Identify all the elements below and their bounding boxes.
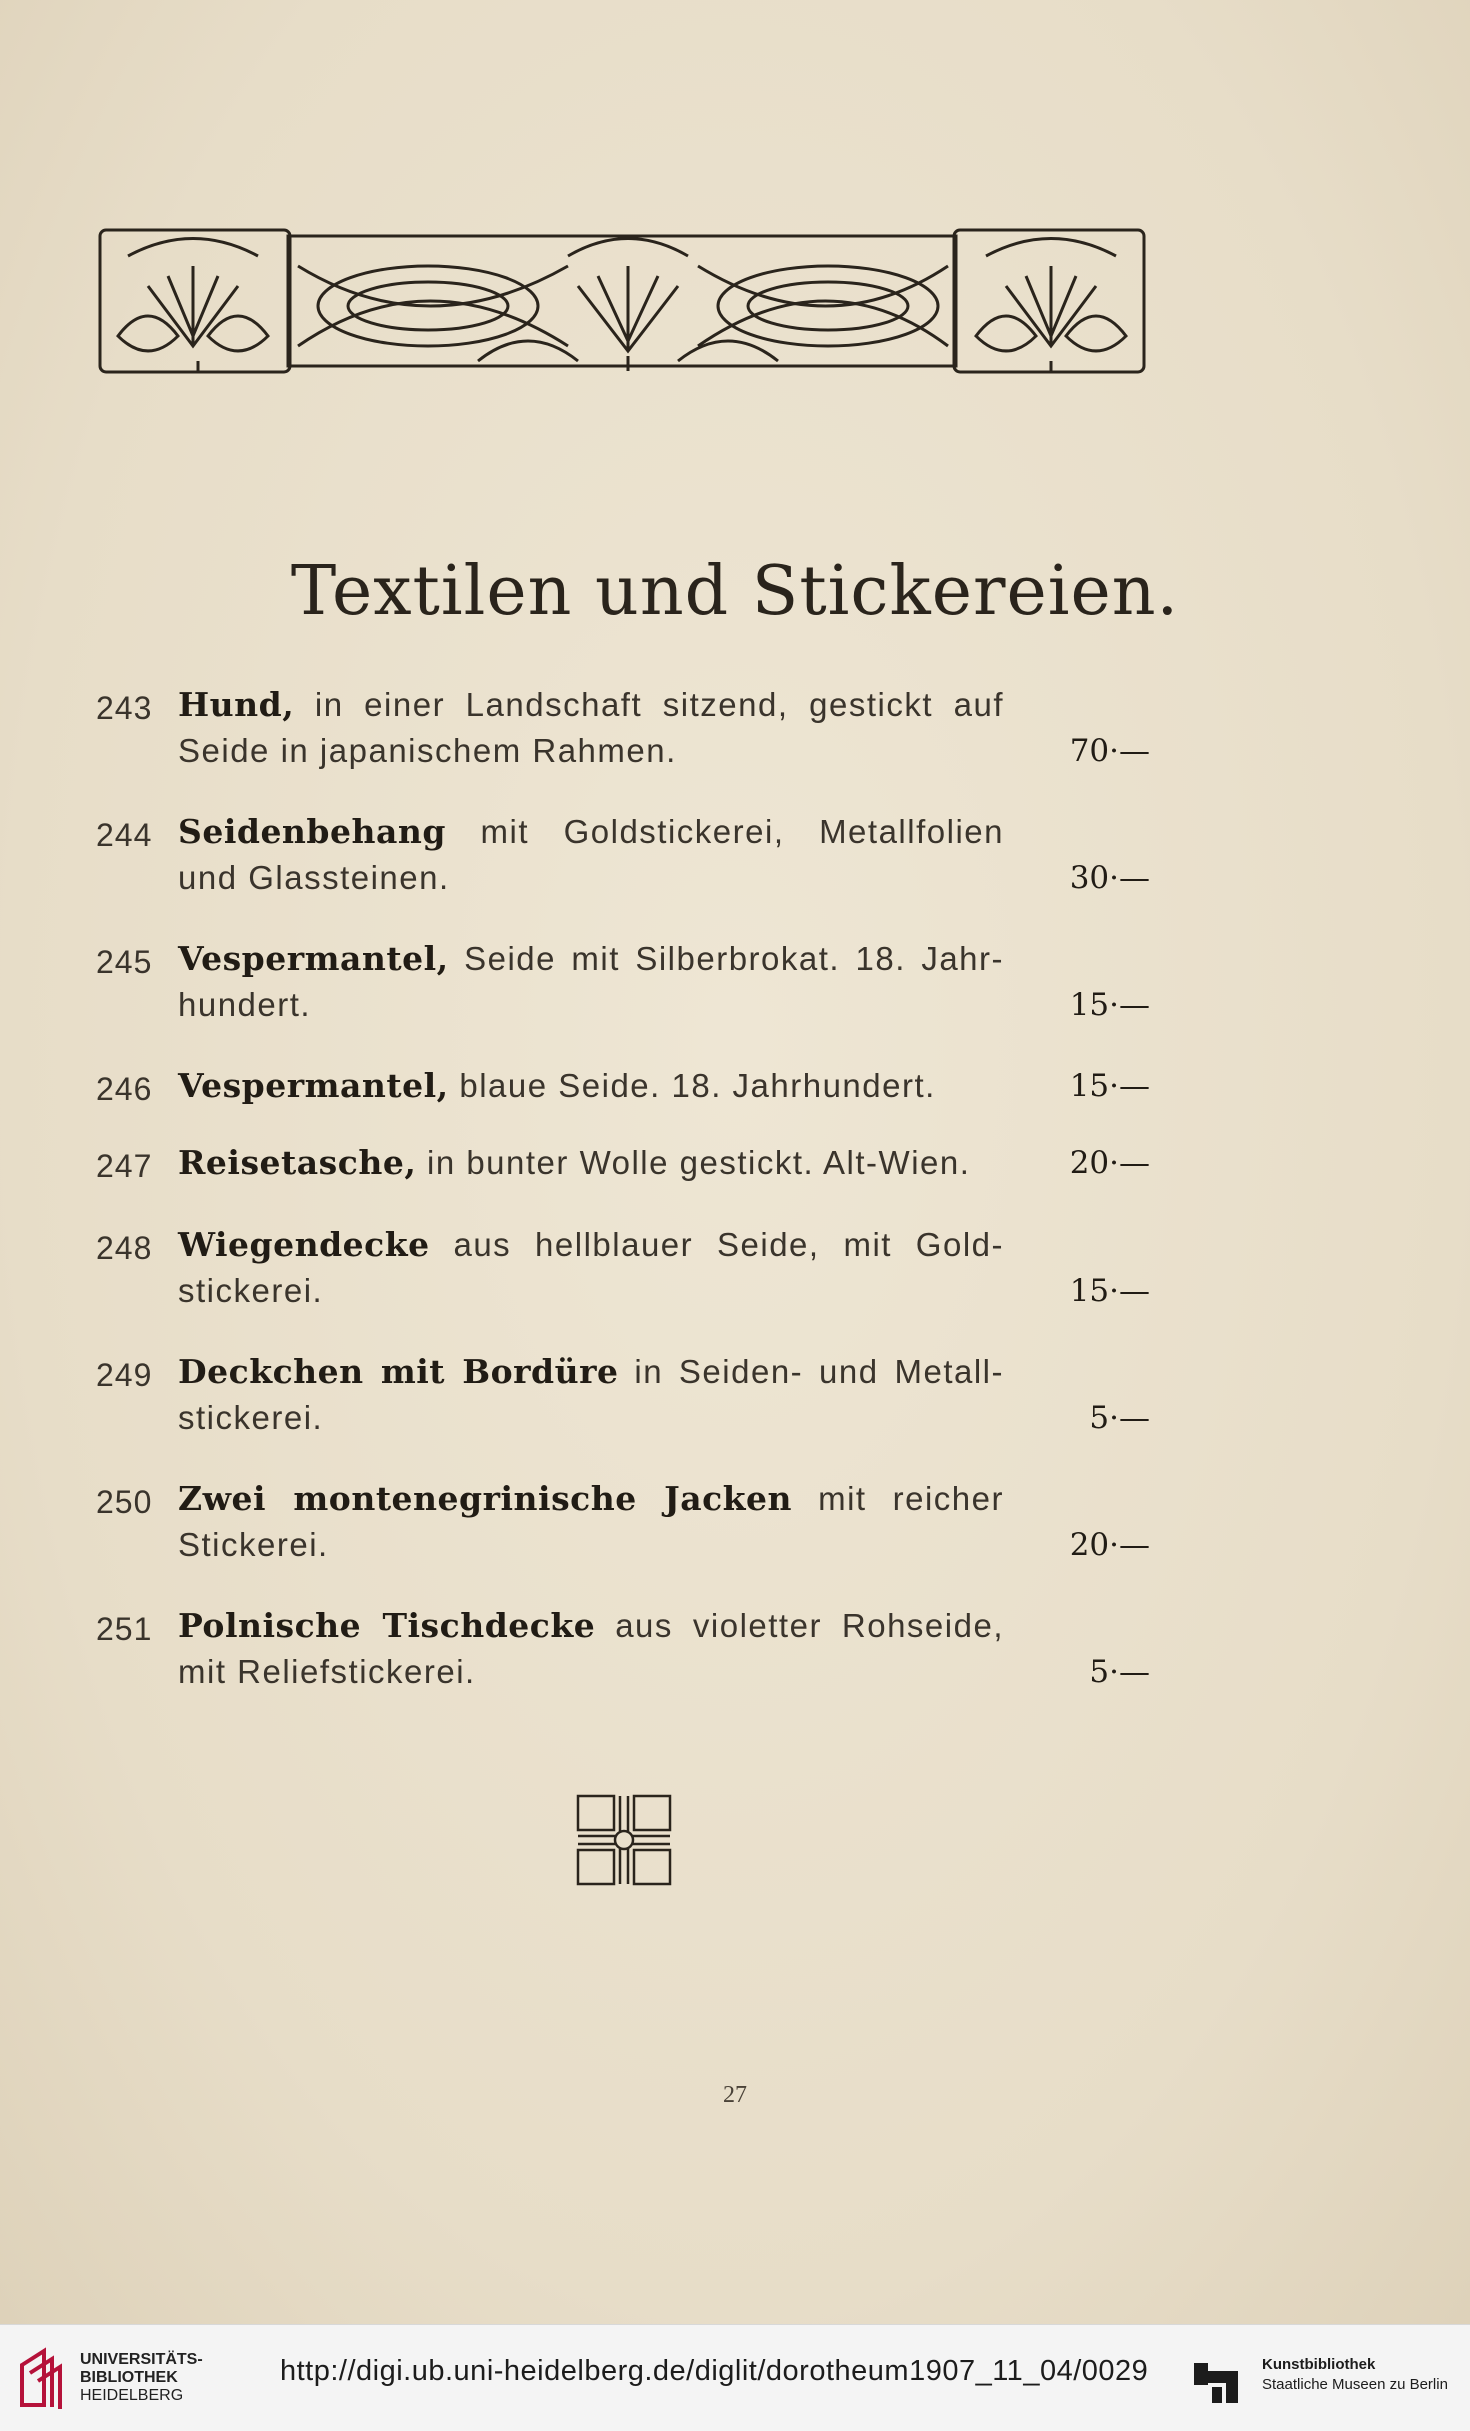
entry-line-1 <box>178 1476 1004 1522</box>
kb-name-line-1: Kunstbibliothek <box>1262 2356 1376 2373</box>
page-number: 27 <box>723 2082 747 2108</box>
lot-number: 246 <box>96 1071 153 1107</box>
lot-number: 250 <box>96 1484 153 1520</box>
entry-name: Hund, <box>178 685 295 724</box>
entry-description: Seide mit Silberbrokat. 18. Jahr- <box>448 940 1004 977</box>
entry-name: Polnische Tischdecke <box>178 1606 596 1645</box>
entry-line-2: hundert. <box>178 986 312 1023</box>
entry-description: in bunter Wolle gestickt. Alt-Wien. <box>416 1144 971 1181</box>
entry-line-1 <box>178 809 1004 855</box>
entry-price: 20·— <box>1069 1527 1150 1563</box>
lot-number: 251 <box>96 1611 153 1647</box>
entry-name: Deckchen mit Bordüre <box>178 1352 619 1391</box>
ub-name-line-1: UNIVERSITÄTS- <box>80 2351 203 2368</box>
art-nouveau-ornament-icon <box>98 226 1146 376</box>
entry-line-2: mit Reliefstickerei. <box>178 1653 476 1690</box>
entry-description: in einer Landschaft sitzend, gestickt auf <box>294 686 1004 723</box>
kunstbibliothek-name <box>1262 2355 1448 2395</box>
lot-number: 249 <box>96 1357 153 1393</box>
lot-number: 245 <box>96 944 153 980</box>
entry-name: Zwei montenegrinische Jacken <box>178 1479 793 1518</box>
kunstbibliothek-logo-icon[interactable] <box>1194 2353 1246 2409</box>
entry-name: Vespermantel, <box>178 1066 449 1105</box>
lot-number: 244 <box>96 817 153 853</box>
entry-line-1 <box>178 1349 1004 1395</box>
entry-description: blaue Seide. 18. Jahrhundert. <box>448 1067 936 1104</box>
ub-name-line-3: HEIDELBERG <box>80 2387 184 2404</box>
entry-price: 15·— <box>1069 1068 1150 1104</box>
entry-description: aus hellblauer Seide, mit Gold- <box>429 1226 1004 1263</box>
viewer-footer <box>0 2324 1470 2431</box>
entry-description: mit Goldstickerei, Metallfolien <box>445 813 1004 850</box>
entry-line-1 <box>178 1140 1004 1186</box>
entry-price: 15·— <box>1069 987 1150 1023</box>
section-title: Textilen und Stickereien. <box>290 552 1180 631</box>
entry-line-1 <box>178 682 1004 728</box>
entry-line-2: Stickerei. <box>178 1526 329 1563</box>
lot-number: 248 <box>96 1230 153 1266</box>
entry-name: Vespermantel, <box>178 939 449 978</box>
entry-name: Seidenbehang <box>178 812 446 851</box>
entry-description: aus violetter Rohseide, <box>595 1607 1004 1644</box>
entry-line-2: stickerei. <box>178 1272 324 1309</box>
entry-line-1 <box>178 1063 1004 1109</box>
entry-line-2: Seide in japanischem Rahmen. <box>178 732 677 769</box>
entry-price: 5·— <box>1089 1400 1150 1436</box>
permalink-url[interactable]: http://digi.ub.uni-heidelberg.de/diglit/dorotheum1907_11_04/0029 <box>280 2355 1149 2387</box>
entry-price: 30·— <box>1069 860 1150 896</box>
entry-name: Wiegendecke <box>178 1225 430 1264</box>
entry-line-2: und Glassteinen. <box>178 859 450 896</box>
lot-number: 247 <box>96 1148 153 1184</box>
entry-description: in Seiden- und Metall- <box>618 1353 1004 1390</box>
entry-price: 5·— <box>1089 1654 1150 1690</box>
entry-line-1 <box>178 936 1004 982</box>
kb-name-line-2: Staatliche Museen zu Berlin <box>1262 2376 1448 2393</box>
entry-name: Reisetasche, <box>178 1143 417 1182</box>
entry-line-1 <box>178 1603 1004 1649</box>
lot-number: 243 <box>96 690 153 726</box>
ub-name-line-2: BIBLIOTHEK <box>80 2369 178 2386</box>
entry-line-2: stickerei. <box>178 1399 324 1436</box>
entry-price: 20·— <box>1069 1145 1150 1181</box>
entry-price: 15·— <box>1069 1273 1150 1309</box>
entry-line-1 <box>178 1222 1004 1268</box>
university-library-name <box>80 2351 203 2405</box>
university-library-logo-icon[interactable] <box>14 2345 72 2411</box>
entry-description: mit reicher <box>792 1480 1004 1517</box>
four-square-vignette-icon <box>574 1790 674 1890</box>
entry-price: 70·— <box>1069 733 1150 769</box>
